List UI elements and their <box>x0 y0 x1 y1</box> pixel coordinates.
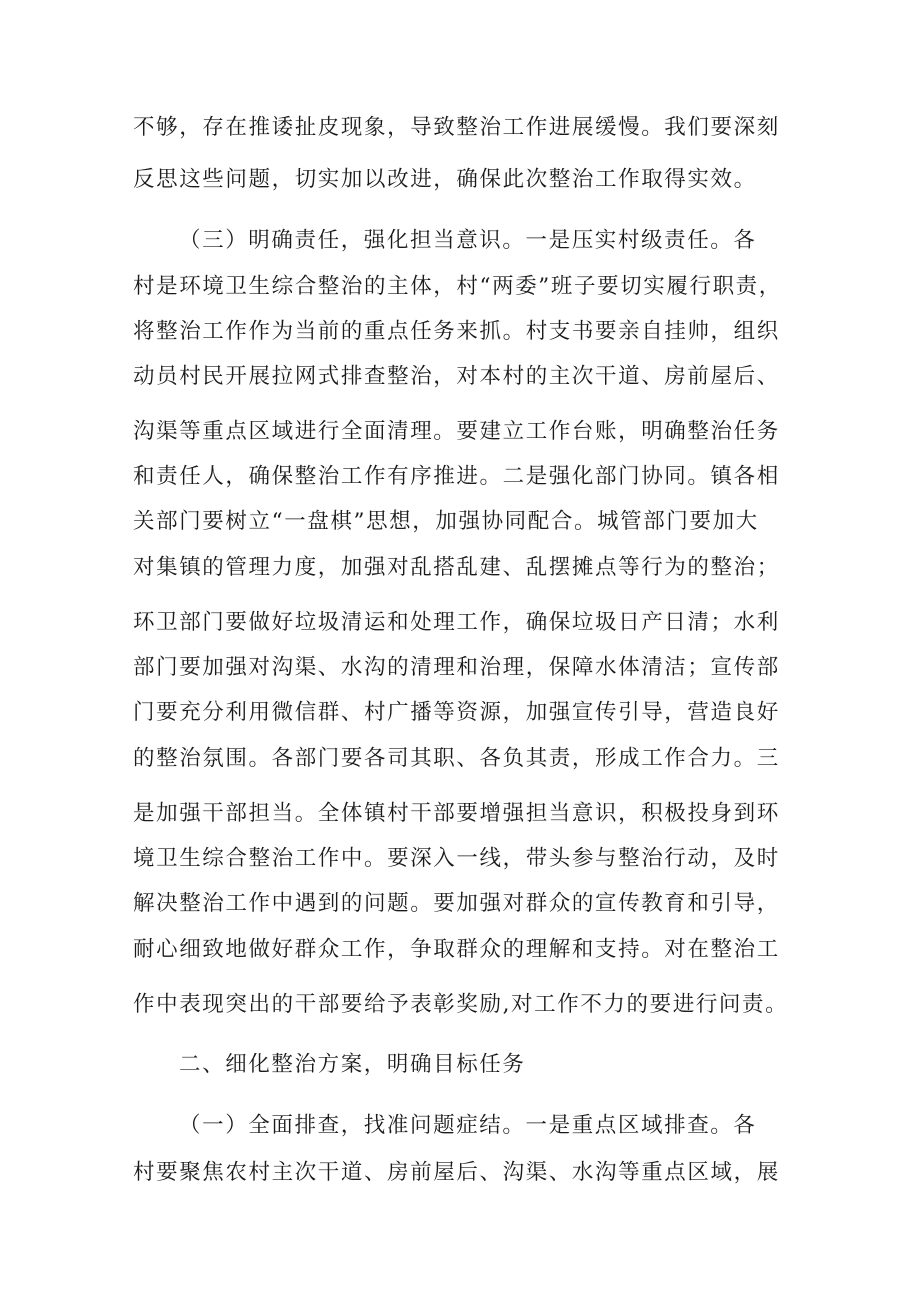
paragraph-line: 关部门要树立“一盘棋”思想，加强协同配合。城管部门要加大 <box>133 509 759 534</box>
paragraph-line: 门要充分利用微信群、村广播等资源，加强宣传引导，营造良好 <box>133 700 780 725</box>
paragraph-line: 对集镇的管理力度，加强对乱搭乱建、乱摆摊点等行为的整治； <box>133 555 780 580</box>
paragraph-line: 沟渠等重点区域进行全面清理。要建立工作台账，明确整治任务 <box>133 419 780 444</box>
paragraph-line: 境卫生综合整治工作中。要深入一线，带头参与整治行动，及时 <box>133 846 780 871</box>
paragraph-line: 环卫部门要做好垃圾清运和处理工作，确保垃圾日产日清；水利 <box>133 610 780 635</box>
paragraph-line-indented: （一）全面排查，找准问题症结。一是重点区域排查。各 <box>179 1113 757 1138</box>
paragraph-line: 动员村民开展拉网式排查整治，对本村的主次干道、房前屋后、 <box>133 364 780 389</box>
paragraph-line: 村是环境卫生综合整治的主体，村“两委”班子要切实履行职责， <box>133 274 782 299</box>
paragraph-line: 部门要加强对沟渠、水沟的清理和治理，保障水体清洁；宣传部 <box>133 655 780 680</box>
paragraph-line: 和责任人，确保整治工作有序推进。二是强化部门协同。镇各相 <box>133 464 780 489</box>
paragraph-line-indented: （三）明确责任，强化担当意识。一是压实村级责任。各 <box>179 228 757 253</box>
section-heading: 二、细化整治方案，明确目标任务 <box>179 1052 526 1077</box>
paragraph-line: 解决整治工作中遇到的问题。要加强对群众的宣传教育和引导， <box>133 891 780 916</box>
paragraph-line: 耐心细致地做好群众工作，争取群众的理解和支持。对在整治工 <box>133 937 780 962</box>
paragraph-line: 反思这些问题，切实加以改进，确保此次整治工作取得实效。 <box>133 167 757 192</box>
paragraph-line: 作中表现突出的干部要给予表彰奖励,对工作不力的要进行问责。 <box>133 992 789 1017</box>
paragraph-line: 是加强干部担当。全体镇村干部要增强担当意识，积极投身到环 <box>133 801 780 826</box>
paragraph-line: 将整治工作作为当前的重点任务来抓。村支书要亲自挂帅，组织 <box>133 319 780 344</box>
paragraph-line: 村要聚焦农村主次干道、房前屋后、沟渠、水沟等重点区域，展 <box>133 1160 780 1185</box>
paragraph-line: 不够，存在推诿扯皮现象，导致整治工作进展缓慢。我们要深刻 <box>133 115 780 140</box>
paragraph-line: 的整治氛围。各部门要各司其职、各负其责，形成工作合力。三 <box>133 746 780 771</box>
